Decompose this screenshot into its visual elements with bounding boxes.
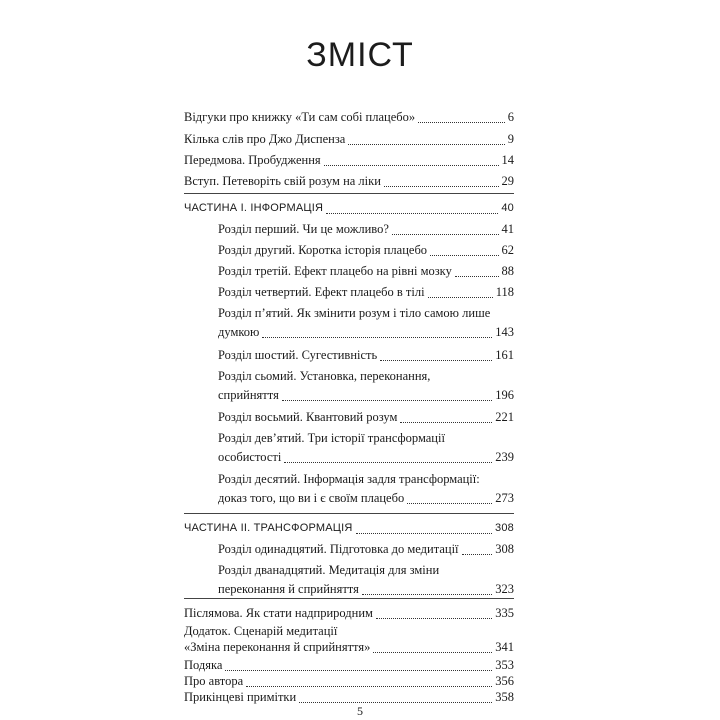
- page-number: 5: [357, 704, 363, 718]
- toc-entry-title-cont: «Зміна переконання й сприйняття»: [184, 640, 371, 654]
- toc-chapter: [218, 540, 514, 558]
- dot-leader: [324, 153, 499, 166]
- toc-chapter-title: Розділ шостий. Сугестивність: [218, 348, 378, 362]
- toc-chapter-title: Розділ третій. Ефект плацебо на рівні мозку: [218, 264, 452, 278]
- toc-entry-title: Відгуки про книжку «Ти сам собі плацебо»: [184, 110, 416, 124]
- dot-leader: [400, 410, 492, 423]
- toc-chapter: [218, 346, 514, 364]
- toc-chapter-title: Розділ перший. Чи це можливо?: [218, 222, 389, 236]
- dot-leader: [246, 674, 492, 687]
- dot-leader: [376, 606, 492, 619]
- toc-entry-page: 29: [501, 174, 514, 188]
- toc-chapter: [218, 283, 514, 301]
- dot-leader: [326, 201, 498, 214]
- toc-chapter-line1: [218, 561, 514, 579]
- toc-part-title: ЧАСТИНА ІІ. ТРАНСФОРМАЦІЯ: [184, 522, 353, 534]
- toc-entry-page: 9: [507, 132, 514, 146]
- toc-chapter-page: 41: [501, 222, 514, 236]
- toc-chapter-page: 161: [495, 348, 514, 362]
- toc-entry-title: Кілька слів про Джо Диспенза: [184, 132, 346, 146]
- toc-chapter: [218, 580, 514, 598]
- toc-chapter-line1: [218, 470, 514, 488]
- toc-chapter: [218, 323, 514, 341]
- toc-entry: [184, 108, 514, 126]
- toc-chapter-title: Розділ дев’ятий. Три історії трансформації: [218, 431, 445, 445]
- toc-chapter: [218, 262, 514, 280]
- dot-leader: [407, 491, 492, 504]
- dot-leader: [362, 582, 492, 595]
- dot-leader: [462, 542, 493, 555]
- toc-chapter-title: Розділ десятий. Інформація задля трансформації:: [218, 472, 480, 486]
- section-divider: [184, 513, 514, 514]
- toc-chapter-title: Розділ одинадцятий. Підготовка до медитації: [218, 542, 459, 556]
- toc-chapter-title-cont: доказ того, що ви і є своїм плацебо: [218, 491, 405, 505]
- dot-leader: [356, 521, 493, 534]
- toc-chapter-title: Розділ сьомий. Установка, переконання,: [218, 369, 431, 383]
- toc-entry: [184, 172, 514, 190]
- toc-chapter: [218, 408, 514, 426]
- toc-entry-title: Прикінцеві примітки: [184, 690, 297, 704]
- toc-chapter-title: Розділ четвертий. Ефект плацебо в тілі: [218, 285, 425, 299]
- toc-chapter-page: 221: [495, 410, 514, 424]
- toc-entry-page: 353: [495, 658, 514, 672]
- toc-chapter-title: Розділ п’ятий. Як змінити розум і тіло самою лише: [218, 306, 491, 320]
- toc-chapter-page: 88: [501, 264, 514, 278]
- toc-entry-title: Передмова. Пробудження: [184, 153, 321, 167]
- dot-leader: [348, 132, 504, 145]
- toc-entry: [184, 604, 514, 622]
- toc-entry: [184, 151, 514, 169]
- toc-chapter-title: Розділ восьмий. Квантовий розум: [218, 410, 398, 424]
- toc-part-heading: [184, 199, 514, 217]
- dot-leader: [284, 450, 492, 463]
- dot-leader: [418, 110, 505, 123]
- toc-entry-title: Вступ. Петеворіть свій розум на ліки: [184, 174, 381, 188]
- toc-chapter-page: 239: [495, 450, 514, 464]
- page-title: ЗМІСТ: [306, 36, 414, 74]
- toc-entry-page: 6: [507, 110, 514, 124]
- toc-entry-page: 14: [501, 153, 514, 167]
- toc-chapter-title: Розділ другий. Коротка історія плацебо: [218, 243, 428, 257]
- dot-leader: [299, 690, 492, 703]
- toc-chapter: [218, 448, 514, 466]
- toc-chapter-title-cont: сприйняття: [218, 388, 279, 402]
- toc-entry: [184, 130, 514, 148]
- toc-part-title: ЧАСТИНА І. ІНФОРМАЦІЯ: [184, 202, 324, 214]
- dot-leader: [373, 640, 492, 653]
- toc-chapter: [218, 386, 514, 404]
- dot-leader: [428, 285, 493, 298]
- section-divider: [184, 193, 514, 194]
- toc-chapter: [218, 489, 514, 507]
- toc-chapter-page: 308: [495, 542, 514, 556]
- dot-leader: [384, 174, 499, 187]
- toc-entry-page: 335: [495, 606, 514, 620]
- toc-chapter-title: Розділ дванадцятий. Медитація для зміни: [218, 563, 440, 577]
- dot-leader: [262, 325, 492, 338]
- dot-leader: [225, 658, 492, 671]
- toc-chapter-title-cont: думкою: [218, 325, 260, 339]
- toc-chapter: [218, 220, 514, 238]
- toc-part-page: 40: [501, 202, 514, 214]
- toc-chapter-page: 273: [495, 491, 514, 505]
- toc-chapter-page: 323: [495, 582, 514, 596]
- toc-chapter-page: 143: [495, 325, 514, 339]
- toc-entry-title: Про автора: [184, 674, 244, 688]
- toc-chapter-page: 196: [495, 388, 514, 402]
- toc-entry: [184, 638, 514, 656]
- dot-leader: [455, 264, 499, 277]
- dot-leader: [430, 243, 498, 256]
- toc-chapter-line1: [218, 367, 514, 385]
- toc-entry-page: 358: [495, 690, 514, 704]
- toc-chapter-page: 118: [495, 285, 514, 299]
- toc-entry-page: 341: [495, 640, 514, 654]
- dot-leader: [380, 348, 492, 361]
- section-divider: [184, 598, 514, 599]
- toc-entry-title: Подяка: [184, 658, 223, 672]
- toc-chapter-line1: [218, 304, 514, 322]
- toc-chapter-title-cont: переконання й сприйняття: [218, 582, 359, 596]
- toc-chapter-line1: [218, 429, 514, 447]
- toc-entry-title: Додаток. Сценарій медитації: [184, 624, 338, 638]
- toc-chapter-page: 62: [501, 243, 514, 257]
- toc-chapter: [218, 241, 514, 259]
- toc-entry-page: 356: [495, 674, 514, 688]
- toc-entry-title: Післямова. Як стати надприродним: [184, 606, 373, 620]
- toc-part-page: 308: [495, 522, 514, 534]
- toc-chapter-title-cont: особистості: [218, 450, 282, 464]
- toc-part-heading: [184, 519, 514, 537]
- dot-leader: [392, 222, 499, 235]
- dot-leader: [282, 388, 492, 401]
